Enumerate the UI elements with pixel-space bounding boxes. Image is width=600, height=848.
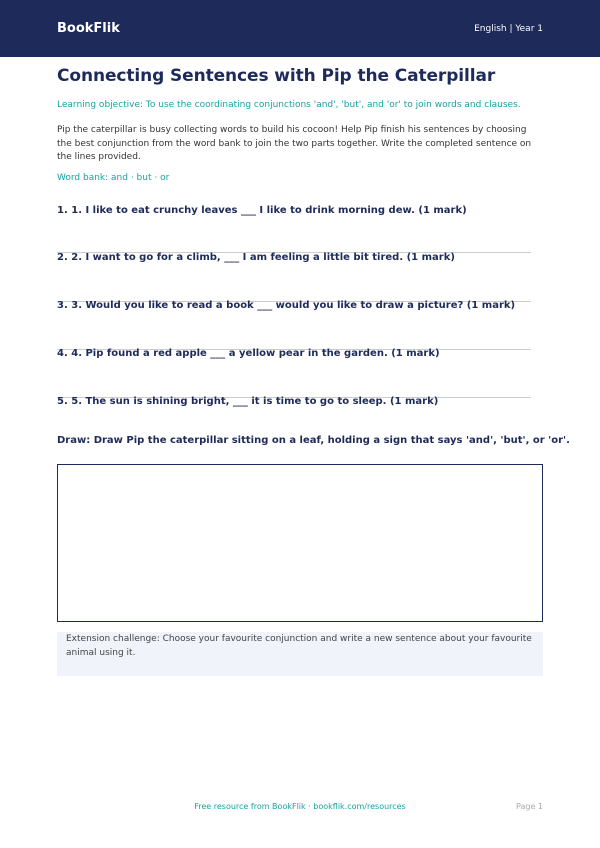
- question-1: 1. 1. I like to eat crunchy leaves ___ I like to drink morning dew. (1 mark): [57, 205, 467, 216]
- word-bank: Word bank: and · but · or: [57, 173, 170, 183]
- question-5: 5. 5. The sun is shining bright, ___ it is time to go to sleep. (1 mark): [57, 396, 439, 407]
- subject-year-label: English | Year 1: [474, 23, 543, 34]
- footer-link[interactable]: Free resource from BookFlik · bookflik.com/resources: [194, 802, 406, 811]
- draw-prompt: Draw: Draw Pip the caterpillar sitting on a leaf, holding a sign that says 'and', 'but', or 'or'.: [57, 435, 570, 446]
- intro-paragraph: Pip the caterpillar is busy collecting words to build his cocoon! Help Pip finish his sentences by choosing the best conjunction from the word bank to join the two parts together. Write the completed sentence on the lines provided.: [57, 125, 532, 163]
- page-number: Page 1: [516, 802, 543, 811]
- brand-logo[interactable]: BookFlik: [57, 21, 120, 36]
- drawing-area[interactable]: [57, 464, 543, 622]
- worksheet-title: Connecting Sentences with Pip the Caterpillar: [57, 66, 496, 86]
- learning-objective: Learning objective: To use the coordinating conjunctions 'and', 'but', and 'or' to join words and clauses.: [57, 100, 521, 110]
- extension-challenge: Extension challenge: Choose your favourite conjunction and write a new sentence about your favourite animal using it.: [57, 632, 543, 676]
- question-4: 4. 4. Pip found a red apple ___ a yellow pear in the garden. (1 mark): [57, 348, 440, 359]
- page-header: [0, 0, 600, 57]
- question-2: 2. 2. I want to go for a climb, ___ I am feeling a little bit tired. (1 mark): [57, 252, 455, 263]
- question-3: 3. 3. Would you like to read a book ___ would you like to draw a picture? (1 mark): [57, 300, 516, 311]
